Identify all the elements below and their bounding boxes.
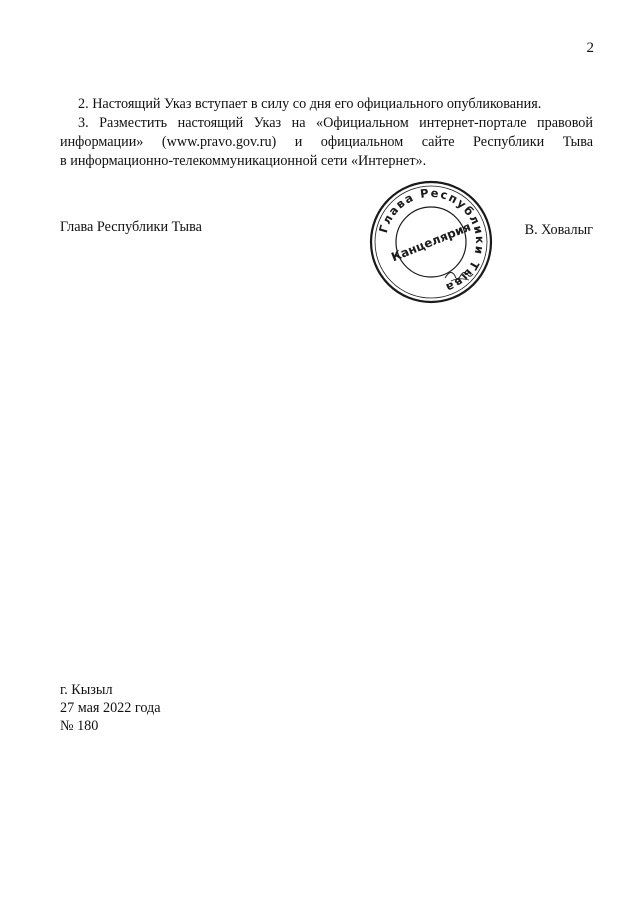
paragraph-2 bbox=[60, 95, 593, 114]
signatory-name: В. Ховалыг bbox=[524, 222, 593, 238]
paragraph-2-text: 2. Настоящий Указ вступает в силу со дня его официального опубликования. bbox=[78, 96, 542, 112]
footer-number: № 180 bbox=[60, 718, 99, 734]
document-body bbox=[60, 95, 593, 171]
document-footer bbox=[60, 681, 161, 735]
paragraph-3-text-1: 3. Разместить настоящий Указ на «Официальном интернет-портале правовой bbox=[78, 115, 593, 131]
paragraph-3-line-2 bbox=[60, 133, 593, 152]
page-number: 2 bbox=[586, 40, 594, 56]
footer-date: 27 мая 2022 года bbox=[60, 700, 161, 716]
stamp-center-text: Канцелярия bbox=[389, 219, 473, 265]
official-stamp bbox=[367, 178, 495, 306]
stamp-ring-text: Глава Республики Тыва bbox=[376, 185, 488, 296]
signatory-title: Глава Республики Тыва bbox=[60, 219, 202, 235]
paragraph-3-text-3: в информационно-телекоммуникационной сети «Интернет». bbox=[60, 153, 427, 169]
paragraph-3-line-1 bbox=[60, 114, 593, 133]
paragraph-3-line-3 bbox=[60, 152, 593, 171]
paragraph-3-text-2: информации» (www.pravo.gov.ru) и официальном сайте Республики Тыва bbox=[60, 134, 593, 150]
footer-city: г. Кызыл bbox=[60, 682, 113, 698]
